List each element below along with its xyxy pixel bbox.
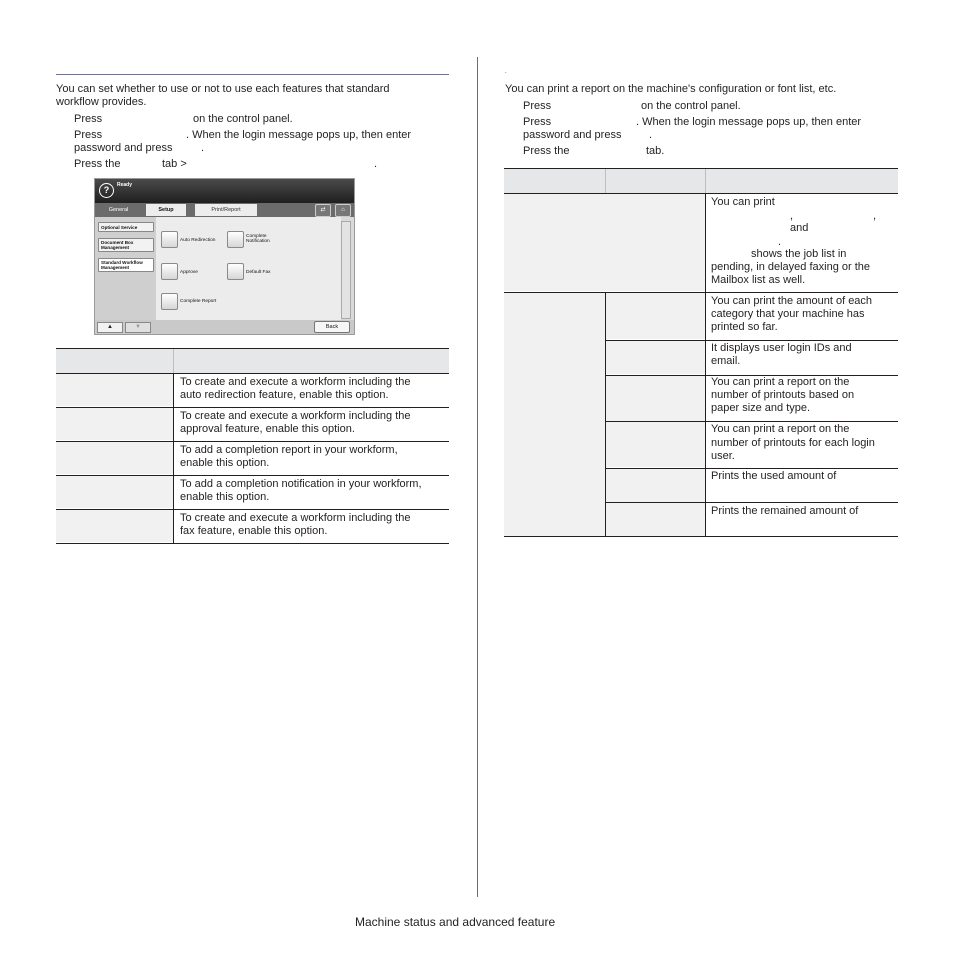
table-row: You can print a report on the xyxy=(711,376,850,388)
column-divider xyxy=(477,57,478,897)
home-icon[interactable]: ⌂ xyxy=(335,204,351,217)
table-row: To create and execute a workform including the xyxy=(180,512,411,524)
row1-line-5: pending, in delayed faxing or the xyxy=(711,261,871,273)
side-menu xyxy=(95,217,156,321)
r-step-2-cont: password and press xyxy=(523,129,622,141)
status-bar xyxy=(95,179,354,203)
step-2-press: Press xyxy=(74,129,103,141)
tab-setup[interactable]: Setup xyxy=(146,204,186,216)
back-button[interactable]: Back xyxy=(314,321,350,333)
intro-line-2: workflow provides. xyxy=(56,96,147,108)
table-row: To add a completion notification in your workform, xyxy=(180,478,422,490)
step-1-press: Press xyxy=(74,113,103,125)
down-arrow-button[interactable]: ▼ xyxy=(125,322,151,333)
r-step-2-end: . xyxy=(649,129,653,141)
complete-report-label: Complete Report xyxy=(180,299,217,304)
approve-checkbox[interactable] xyxy=(161,263,178,280)
table-row: To create and execute a workform including the xyxy=(180,410,411,422)
intro-line-1: You can set whether to use or not to use each features that standard xyxy=(56,83,390,95)
complete-report-checkbox[interactable] xyxy=(161,293,178,310)
table-row: You can print a report on the xyxy=(711,423,850,435)
auto-redirection-label: Auto Redirection xyxy=(180,238,216,243)
table-row: You can print the amount of each xyxy=(711,295,873,307)
report-intro: You can print a report on the machine's configuration or font list, etc. xyxy=(505,83,837,95)
table-row-cont: approval feature, enable this option. xyxy=(180,423,355,435)
table-row-cont: enable this option. xyxy=(180,491,270,503)
bottom-bar xyxy=(95,320,354,334)
step-2-cont: password and press xyxy=(74,142,173,154)
row-line: number of printouts based on xyxy=(711,389,855,401)
row-line: printed so far. xyxy=(711,321,778,333)
row-line: category that your machine has xyxy=(711,308,865,320)
row1-line-6: Mailbox list as well. xyxy=(711,274,806,286)
r-step-2-rest: . When the login message pops up, then enter xyxy=(636,116,862,128)
r-step-3-tab: tab. xyxy=(646,145,665,157)
help-icon[interactable]: ? xyxy=(99,183,114,198)
standard-workflow-button[interactable]: Standard Workflow Management xyxy=(98,258,154,272)
complete-notification-label: Complete Notification xyxy=(246,234,270,244)
approve-label: Approve xyxy=(180,270,198,275)
section-rule xyxy=(56,74,449,75)
optional-service-button[interactable]: Optional Service xyxy=(98,222,154,232)
step-3-end: . xyxy=(374,158,378,170)
complete-notification-checkbox[interactable] xyxy=(227,231,244,248)
table-row: It displays user login IDs and xyxy=(711,342,852,354)
step-3-press: Press the xyxy=(74,158,121,170)
device-screen xyxy=(94,178,355,335)
up-arrow-button[interactable]: ▲ xyxy=(97,322,123,333)
row1-period: . xyxy=(778,236,782,248)
document-box-button[interactable]: Document Box Management xyxy=(98,238,154,252)
row-line: paper size and type. xyxy=(711,402,811,414)
job-status-icon[interactable]: ⇄ xyxy=(315,204,331,217)
step-1-rest: on the control panel. xyxy=(193,113,293,125)
options-panel xyxy=(156,217,341,321)
table-row: To add a completion report in your workform, xyxy=(180,444,398,456)
row-line: user. xyxy=(711,450,735,462)
row-line: email. xyxy=(711,355,741,367)
table-row-cont: auto redirection feature, enable this option. xyxy=(180,389,389,401)
r-step-1-press: Press xyxy=(523,100,552,112)
table-header xyxy=(56,349,449,373)
auto-redirection-checkbox[interactable] xyxy=(161,231,178,248)
r-step-1-rest: on the control panel. xyxy=(641,100,741,112)
default-fax-checkbox[interactable] xyxy=(227,263,244,280)
default-fax-label: Default Fax xyxy=(246,270,271,275)
step-2-end: . xyxy=(201,142,205,154)
table-row: To create and execute a workform including the xyxy=(180,376,411,388)
row1-comma-1: , xyxy=(790,210,794,222)
scrollbar[interactable] xyxy=(341,221,351,319)
report-table-header xyxy=(504,169,898,193)
tab-general[interactable]: General xyxy=(108,207,129,213)
tab-print-report[interactable]: Print/Report xyxy=(195,204,257,216)
table-row: Prints the remained amount of xyxy=(711,505,859,517)
row1-and: and xyxy=(790,222,809,234)
step-3-tab: tab > xyxy=(162,158,187,170)
row1-line-4: shows the job list in xyxy=(751,248,847,260)
table-row: You can print xyxy=(711,196,775,208)
table-row: Prints the used amount of xyxy=(711,470,837,482)
tab-bar xyxy=(95,203,354,217)
page-footer: Machine status and advanced feature xyxy=(355,915,556,929)
status-text: Ready xyxy=(117,182,133,188)
row1-comma-2: , xyxy=(873,210,877,222)
table-row-cont: enable this option. xyxy=(180,457,270,469)
heading-dot: . xyxy=(505,69,507,75)
r-step-3-press: Press the xyxy=(523,145,570,157)
step-2-rest: . When the login message pops up, then enter xyxy=(186,129,412,141)
row-line: number of printouts for each login xyxy=(711,437,875,449)
r-step-2-press: Press xyxy=(523,116,552,128)
table-row-cont: fax feature, enable this option. xyxy=(180,525,328,537)
